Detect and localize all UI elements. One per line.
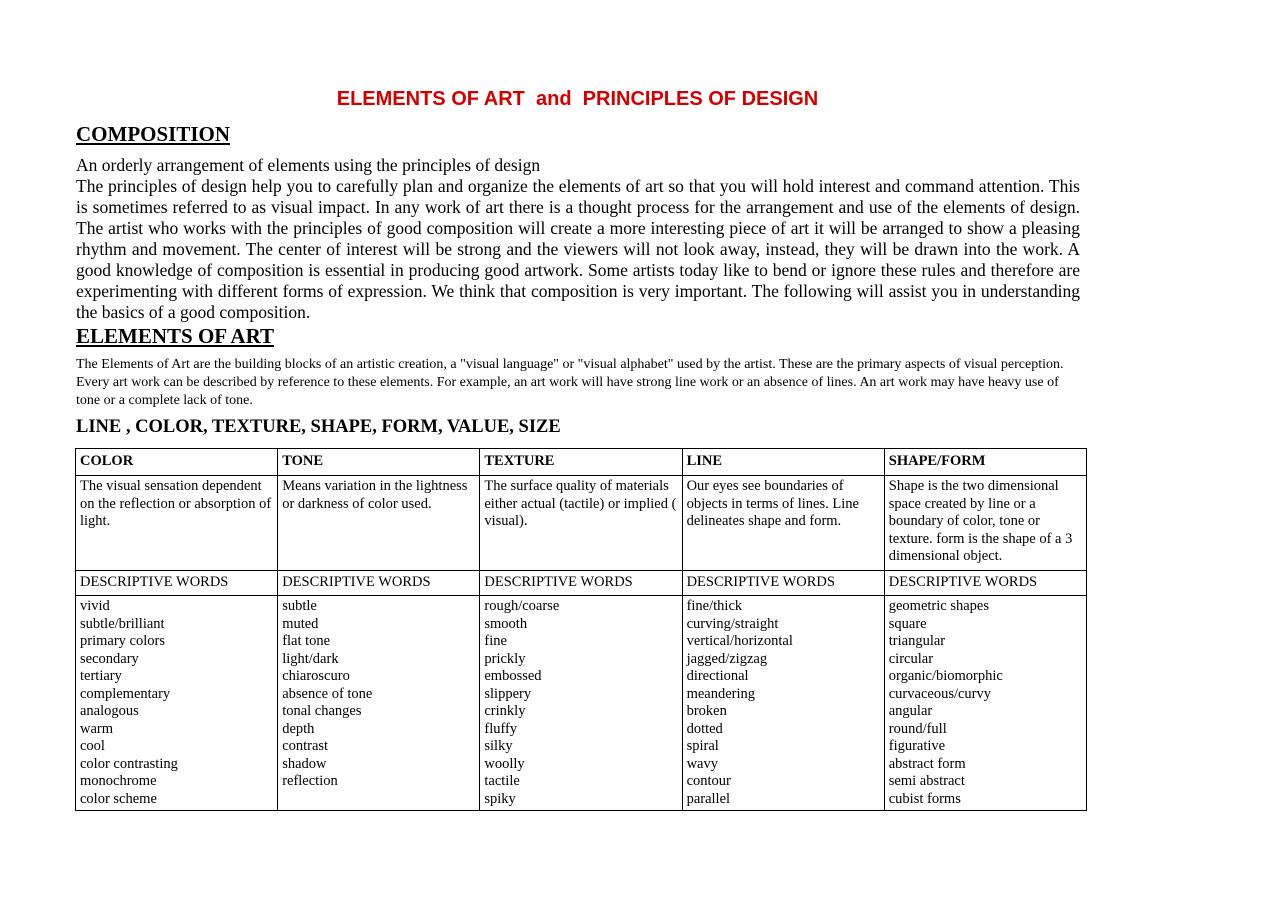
word-item: chiaroscuro: [282, 668, 350, 684]
words-tone: [278, 596, 480, 811]
table-label-row: [76, 571, 1087, 596]
word-item: directional: [686, 668, 749, 684]
word-item: spiral: [686, 738, 719, 754]
words-shape-form: [884, 596, 1086, 811]
elements-body: The Elements of Art are the building blocks of an artistic creation, a "visual language" or "visual alphabet" used by the artist. These are the primary aspects of visual perception. Every art work can be described by reference to these elements. For example, an art work will have strong line work or an absence of lines. An art work may have heavy use of tone or a complete lack of tone.: [76, 357, 1064, 408]
word-item: light/dark: [282, 650, 339, 667]
word-item: tactile: [484, 773, 520, 789]
word-item: fine/thick: [686, 598, 743, 614]
descriptive-words-label: DESCRIPTIVE WORDS: [76, 571, 278, 596]
word-item: dotted: [686, 720, 723, 737]
word-item: semi abstract: [888, 773, 965, 789]
descriptive-words-label: DESCRIPTIVE WORDS: [480, 571, 682, 596]
word-item: subtle: [282, 598, 317, 614]
word-item: monochrome: [80, 773, 157, 789]
word-item: tertiary: [80, 668, 122, 684]
word-item: embossed: [484, 668, 542, 684]
word-item: woolly: [484, 755, 525, 772]
word-item: broken: [686, 703, 727, 719]
word-item: depth: [282, 720, 315, 737]
word-item: reflection: [282, 773, 338, 789]
word-item: warm: [80, 720, 114, 737]
definition-line: Our eyes see boundaries of objects in terms of lines. Line delineates shape and form.: [682, 476, 884, 571]
word-item: square: [888, 615, 927, 632]
word-item: analogous: [80, 703, 139, 719]
word-item: vertical/horizontal: [686, 633, 793, 649]
word-item: shadow: [282, 755, 327, 772]
word-item: flat tone: [282, 633, 331, 649]
elements-table: [75, 448, 1087, 811]
word-item: wavy: [686, 755, 718, 772]
word-item: circular: [888, 650, 934, 667]
elements-list-title: LINE , COLOR, TEXTURE, SHAPE, FORM, VALUE, SIZE: [76, 417, 561, 437]
table-definition-row: [76, 476, 1087, 571]
table-words-row: [76, 596, 1087, 811]
word-item: abstract form: [888, 755, 966, 772]
column-header-tone: TONE: [278, 449, 480, 476]
column-header-color: COLOR: [76, 449, 278, 476]
elements-heading: ELEMENTS OF ART: [76, 324, 275, 348]
composition-section: [76, 155, 1080, 323]
descriptive-words-label: DESCRIPTIVE WORDS: [884, 571, 1086, 596]
column-header-shape-form: SHAPE/FORM: [884, 449, 1086, 476]
word-item: contrast: [282, 738, 329, 754]
definition-tone: Means variation in the lightness or darkness of color used.: [278, 476, 480, 571]
word-item: figurative: [888, 738, 946, 754]
composition-body: The principles of design help you to carefully plan and organize the elements of art so that you will hold interest and command attention. This is sometimes referred to as visual impact. In any work of art there is a thought process for the arrangement and use of the elements of design. The artist who works with the principles of good composition will create a more interesting piece of art it will be arranged to show a pleasing rhythm and movement. The center of interest will be strong and the viewers will not look away, instead, they will be drawn into the work. A good knowledge of composition is essential in producing good artwork. Some artists today like to bend or ignore these rules and therefore are experimenting with different forms of expression. We think that composition is very important. The following will assist you in understanding the basics of a good composition.: [76, 176, 1080, 322]
word-item: muted: [282, 615, 319, 632]
word-item: silky: [484, 738, 513, 754]
word-item: tonal changes: [282, 703, 362, 719]
word-item: round/full: [888, 720, 947, 737]
definition-texture: The surface quality of materials either actual (tactile) or implied ( visual).: [480, 476, 682, 571]
word-item: cubist forms: [888, 790, 961, 807]
column-header-line: LINE: [682, 449, 884, 476]
word-item: vivid: [80, 598, 110, 614]
word-item: curving/straight: [686, 615, 779, 632]
descriptive-words-label: DESCRIPTIVE WORDS: [278, 571, 480, 596]
word-item: curvaceous/curvy: [888, 685, 992, 702]
word-item: absence of tone: [282, 685, 373, 702]
descriptive-words-label: DESCRIPTIVE WORDS: [682, 571, 884, 596]
word-item: cool: [80, 738, 105, 754]
word-item: rough/coarse: [484, 598, 560, 614]
word-item: color scheme: [80, 790, 157, 807]
column-header-texture: TEXTURE: [480, 449, 682, 476]
words-color: [76, 596, 278, 811]
word-item: crinkly: [484, 703, 526, 719]
word-item: spiky: [484, 790, 516, 807]
word-item: secondary: [80, 650, 139, 667]
composition-heading: COMPOSITION: [76, 122, 231, 146]
word-item: jagged/zigzag: [686, 650, 768, 667]
word-item: fluffy: [484, 720, 518, 737]
document-title: ELEMENTS OF ART and PRINCIPLES OF DESIGN: [336, 88, 819, 110]
word-item: geometric shapes: [888, 598, 990, 614]
table-header-row: [76, 449, 1087, 476]
word-item: meandering: [686, 685, 756, 702]
word-item: slippery: [484, 685, 532, 702]
word-item: angular: [888, 703, 933, 719]
words-line: [682, 596, 884, 811]
word-item: color contrasting: [80, 755, 178, 772]
word-item: fine: [484, 633, 507, 649]
composition-definition: An orderly arrangement of elements using the principles of design: [76, 155, 541, 175]
word-item: subtle/brilliant: [80, 615, 165, 632]
word-item: prickly: [484, 650, 526, 667]
word-item: complementary: [80, 685, 171, 702]
words-texture: [480, 596, 682, 811]
word-item: smooth: [484, 615, 528, 632]
word-item: contour: [686, 773, 731, 789]
word-item: primary colors: [80, 633, 165, 649]
word-item: organic/biomorphic: [888, 668, 1003, 684]
word-item: triangular: [888, 633, 946, 649]
word-item: parallel: [686, 790, 731, 807]
definition-shape-form: Shape is the two dimensional space created by line or a boundary of color, tone or texture. form is the shape of a 3 dimensional object.: [884, 476, 1086, 571]
definition-color: The visual sensation dependent on the reflection or absorption of light.: [76, 476, 278, 571]
